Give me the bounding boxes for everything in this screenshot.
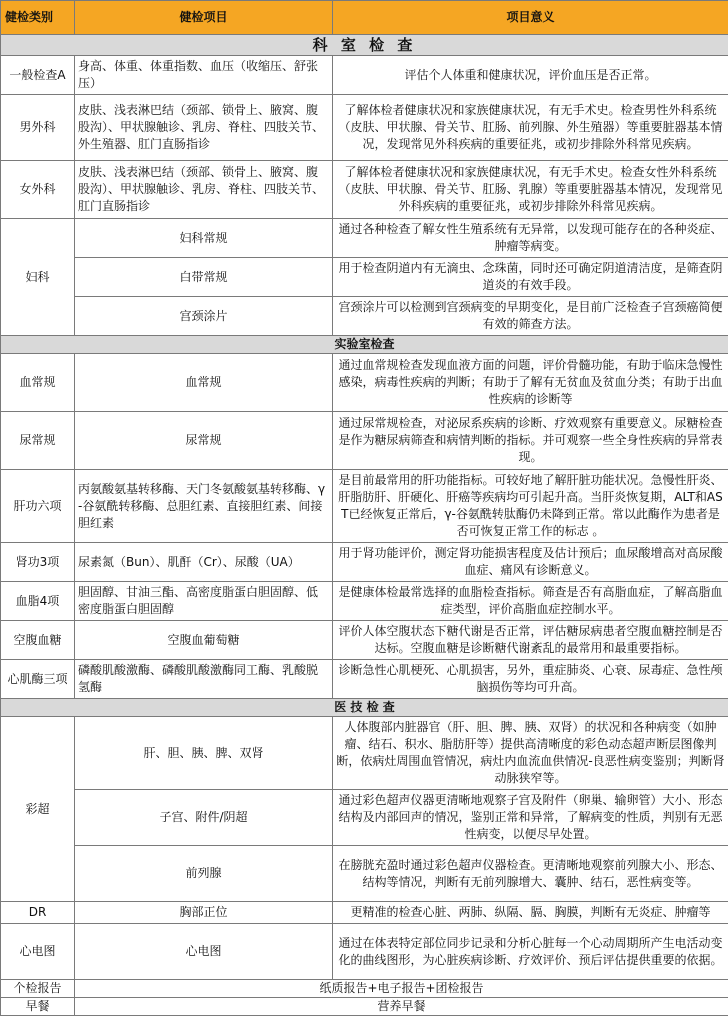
table-row (1, 846, 728, 902)
significance-cell: 通过尿常规检查，对泌尿系疾病的诊断、疗效观察有重要意义。尿糖检查是作为糖尿病筛查和病情判断的指标。并可观察一些全身性疾病的异常表现。 (333, 412, 728, 470)
item-cell: 妇科常规 (75, 219, 333, 258)
category-cell: 男外科 (1, 95, 75, 161)
significance-cell: 评价人体空腹状态下糖代谢是否正常，评估糖尿病患者空腹血糖控制是否达标。空腹血糖是诊断糖代谢紊乱的最常用和最重要指标。 (333, 621, 728, 660)
table-row (1, 660, 728, 699)
item-cell: 白带常规 (75, 258, 333, 297)
category-cell: 妇科 (1, 219, 75, 336)
section-header-medical-tech (1, 699, 728, 717)
item-cell: 尿素氮（Bun）、肌酐（Cr）、尿酸（UA） (75, 543, 333, 582)
section-title: 医 技 检 查 (1, 699, 728, 717)
header-significance: 项目意义 (333, 1, 728, 35)
significance-cell: 通过彩色超声仪器更清晰地观察子宫及附件（卵巢、输卵管）大小、形态结构及内部回声的情况，鉴别正常和异常，了解病变的性质，判别有无恶性病变，以便尽早处置。 (333, 790, 728, 846)
section-header-department (1, 35, 728, 56)
table-row (1, 412, 728, 470)
category-cell: 彩超 (1, 717, 75, 902)
table-row (1, 219, 728, 258)
table-row (1, 582, 728, 621)
item-cell: 丙氨酸氨基转移酶、天门冬氨酸氨基转移酶、γ-谷氨酰转移酶、总胆红素、直接胆红素、间接胆红素 (75, 470, 333, 543)
category-cell: 空腹血糖 (1, 621, 75, 660)
table-row (1, 161, 728, 219)
significance-cell: 评估个人体重和健康状况，评价血压是否正常。 (333, 56, 728, 95)
significance-cell: 了解体检者健康状况和家族健康状况，有无手术史。检查女性外科系统（皮肤、甲状腺、骨关节、肛肠、乳腺）等重要脏器基本情况，发现常见外科疾病的重要征兆，或初步排除外科常见疾病。 (333, 161, 728, 219)
item-cell: 心电图 (75, 924, 333, 980)
table-row (1, 470, 728, 543)
header-item: 健检项目 (75, 1, 333, 35)
table-row-report (1, 980, 728, 998)
table-row (1, 924, 728, 980)
category-cell: DR (1, 902, 75, 924)
significance-cell: 在膀胱充盈时通过彩色超声仪器检查。更清晰地观察前列腺大小、形态、结构等情况，判断有无前列腺增大、囊肿、结石，恶性病变等。 (333, 846, 728, 902)
category-cell: 一般检查A (1, 56, 75, 95)
significance-cell: 是目前最常用的肝功能指标。可较好地了解肝脏功能状况。急慢性肝炎、肝脂肪肝、肝硬化、肝癌等疾病均可引起升高。当肝炎恢复期，ALT和AST已经恢复正常后，γ-谷氨酰转肽酶仍未降到正常。常以此酶作为患者是否可恢复正常工作的标志 。 (333, 470, 728, 543)
significance-cell: 用于肾功能评价，测定肾功能损害程度及估计预后；血尿酸增高对高尿酸血症、痛风有诊断意义。 (333, 543, 728, 582)
table-row (1, 717, 728, 790)
significance-cell: 是健康体检最常选择的血脂检查指标。筛查是否有高脂血症，了解高脂血症类型，评价高脂血症控制水平。 (333, 582, 728, 621)
section-header-laboratory (1, 336, 728, 354)
item-cell: 前列腺 (75, 846, 333, 902)
category-cell: 个检报告 (1, 980, 75, 998)
significance-cell: 用于检查阴道内有无滴虫、念珠菌，同时还可确定阴道清洁度，是筛查阴道炎的有效手段。 (333, 258, 728, 297)
category-cell: 心电图 (1, 924, 75, 980)
significance-cell: 了解体检者健康状况和家族健康状况，有无手术史。检查男性外科系统（皮肤、甲状腺、骨关节、肛肠、前列腺、外生殖器）等重要脏器基本情况，发现常见外科疾病的重要征兆，或初步排除外科常见疾病。 (333, 95, 728, 161)
section-title: 科 室 检 查 (1, 35, 728, 56)
category-cell: 心肌酶三项 (1, 660, 75, 699)
item-cell: 胸部正位 (75, 902, 333, 924)
significance-cell: 通过在体表特定部位同步记录和分析心脏每一个心动周期所产生电活动变化的曲线图形，为心脏疾病诊断、疗效评价、预后评估提供重要的依据。 (333, 924, 728, 980)
item-cell: 尿常规 (75, 412, 333, 470)
table-row (1, 790, 728, 846)
item-cell: 胆固醇、甘油三酯、高密度脂蛋白胆固醇、低密度脂蛋白胆固醇 (75, 582, 333, 621)
item-cell: 磷酸肌酸激酶、磷酸肌酸激酶同工酶、乳酸脱氢酶 (75, 660, 333, 699)
table-header-row (1, 1, 728, 35)
category-cell: 血脂4项 (1, 582, 75, 621)
table-row (1, 621, 728, 660)
significance-cell: 更精准的检查心脏、两肺、纵隔、膈、胸膜，判断有无炎症、肿瘤等 (333, 902, 728, 924)
section-title: 实验室检查 (1, 336, 728, 354)
table-row (1, 95, 728, 161)
header-category: 健检类别 (1, 1, 75, 35)
table-row (1, 258, 728, 297)
item-cell: 空腹血葡萄糖 (75, 621, 333, 660)
item-cell: 血常规 (75, 354, 333, 412)
item-cell: 皮肤、浅表淋巴结（颈部、锁骨上、腋窝、腹股沟）、甲状腺触诊、乳房、脊柱、四肢关节、肛门直肠指诊 (75, 161, 333, 219)
significance-cell: 通过血常规检查发现血液方面的问题，评价骨髓功能，有助于临床急慢性感染，病毒性疾病的判断；有助于了解有无贫血及贫血分类；有助于出血性疾病的诊断等 (333, 354, 728, 412)
table-row (1, 56, 728, 95)
category-cell: 肝功六项 (1, 470, 75, 543)
breakfast-value: 营养早餐 (75, 998, 728, 1016)
category-cell: 早餐 (1, 998, 75, 1016)
table-row-breakfast (1, 998, 728, 1016)
significance-cell: 人体腹部内脏器官（肝、胆、脾、胰、双肾）的状况和各种病变（如肿瘤、结石、积水、脂肪肝等）提供高清晰度的彩色动态超声断层图像判断，依病灶周围血管情况，病灶内血流血供情况-良恶性病变鉴别；判断肾动脉狭窄等。 (333, 717, 728, 790)
category-cell: 尿常规 (1, 412, 75, 470)
significance-cell: 通过各种检查了解女性生殖系统有无异常，以发现可能存在的各种炎症、肿瘤等病变。 (333, 219, 728, 258)
report-value: 纸质报告+电子报告+团检报告 (75, 980, 728, 998)
category-cell: 肾功3项 (1, 543, 75, 582)
item-cell: 肝、胆、胰、脾、双肾 (75, 717, 333, 790)
table-row (1, 297, 728, 336)
significance-cell: 诊断急性心肌梗死、心肌损害，另外，重症肺炎、心衰、尿毒症、急性颅脑损伤等均可升高。 (333, 660, 728, 699)
table-row (1, 543, 728, 582)
table-row (1, 354, 728, 412)
table-row (1, 902, 728, 924)
item-cell: 宫颈涂片 (75, 297, 333, 336)
item-cell: 子宫、附件/阴超 (75, 790, 333, 846)
category-cell: 女外科 (1, 161, 75, 219)
significance-cell: 宫颈涂片可以检测到宫颈病变的早期变化，是目前广泛检查子宫颈癌简便有效的筛查方法。 (333, 297, 728, 336)
item-cell: 皮肤、浅表淋巴结（颈部、锁骨上、腋窝、腹股沟）、甲状腺触诊、乳房、脊柱、四肢关节、外生殖器、肛门直肠指诊 (75, 95, 333, 161)
category-cell: 血常规 (1, 354, 75, 412)
item-cell: 身高、体重、体重指数、血压（收缩压、舒张压） (75, 56, 333, 95)
